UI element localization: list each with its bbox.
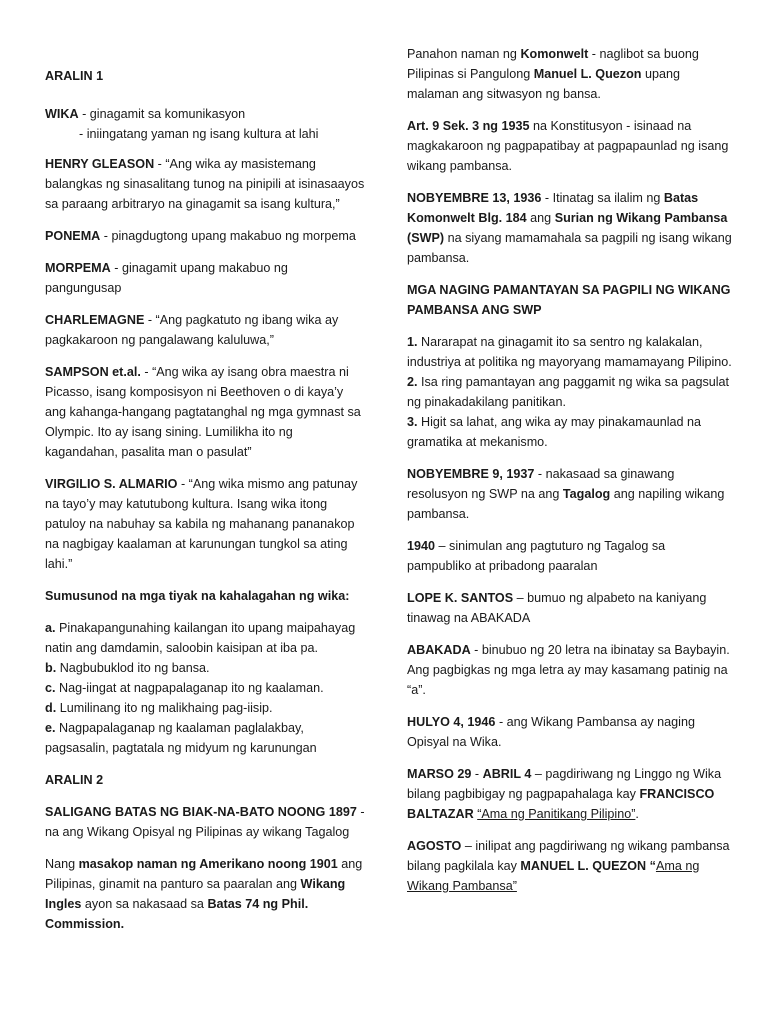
komonwelt-bold-2: Manuel L. Quezon <box>533 67 642 81</box>
pamantayan-heading: MGA NAGING PAMANTAYAN SA PAGPILI NG WIKANG PAMBANSA ANG SWP <box>407 283 731 317</box>
agosto-text-1: – inilipat ang pagdiriwang ng wikang pambansa bilang pagkilala kay <box>407 839 730 873</box>
list-key: 1. <box>407 335 418 349</box>
charlemagne-label: CHARLEMAGNE <box>45 313 145 327</box>
nob1936-text-3: na siyang mamamahala sa pagpili ng isang wikang pambansa. <box>407 231 732 265</box>
amerikano-text-3: ayon sa nakasaad sa <box>81 897 208 911</box>
komonwelt-text-1: Panahon naman ng <box>407 47 521 61</box>
komonwelt-text-2: - naglibot sa buong Pilipinas si Pangulong <box>407 47 699 81</box>
nob1936-bold-1: NOBYEMBRE 13, 1936 <box>407 191 542 205</box>
gleason-text: - “Ang wika ay masistemang balangkas ng sinasalitang tunog na pinipili at isinasaayos sa paraang arbitraryo na ginagamit sa isang kultura,” <box>45 157 365 211</box>
nob1937-bold-1: NOBYEMBRE 9, 1937 <box>407 467 535 481</box>
gleason-entry <box>45 154 365 214</box>
art9-label: Art. 9 Sek. 3 ng 1935 <box>407 119 530 133</box>
marso-bold-3: FRANCISCO BALTAZAR <box>407 787 715 821</box>
list-item <box>407 372 732 412</box>
nob1936-bold-2: Batas Komonwelt Blg. 184 <box>407 191 699 225</box>
agosto-entry <box>407 836 732 896</box>
morpema-label: MORPEMA <box>45 261 111 275</box>
list-key: e. <box>45 721 56 735</box>
list-key: b. <box>45 661 57 675</box>
lope-text: – bumuo ng alpabeto na kaniyang tinawag na ABAKADA <box>407 591 707 625</box>
aralin1-heading <box>45 66 365 86</box>
wika-entry <box>45 104 365 144</box>
list-key: a. <box>45 621 56 635</box>
morpema-entry <box>45 258 365 298</box>
nob1937-entry <box>407 464 732 524</box>
nob1936-entry <box>407 188 732 268</box>
y1940-text: – sinimulan ang pagtuturo ng Tagalog sa pampubliko at pribadong paaralan <box>407 539 666 573</box>
agosto-bold-2: MANUEL L. QUEZON <box>520 859 647 873</box>
hulyo-label: HULYO 4, 1946 <box>407 715 496 729</box>
nob1937-bold-2: Tagalog <box>562 487 611 501</box>
hulyo-text: - ang Wikang Pambansa ay naging Opisyal na Wika. <box>407 715 695 749</box>
list-item <box>407 332 732 372</box>
list-text: Nagbubuklod ito ng bansa. <box>56 661 210 675</box>
agosto-bold-1: AGOSTO <box>407 839 462 853</box>
komonwelt-bold-1: Komonwelt <box>520 47 589 61</box>
abakada-entry <box>407 640 732 700</box>
list-item <box>45 718 365 758</box>
list-text: Nag-iingat at nagpapalaganap ito ng kaalaman. <box>55 681 324 695</box>
charlemagne-text: - “Ang pagkatuto ng ibang wika ay pagkakaroon ng pangalawang kaluluwa,” <box>45 313 339 347</box>
nob1936-text-2: ang <box>526 211 555 225</box>
list-key: c. <box>45 681 56 695</box>
lope-label: LOPE K. SANTOS <box>407 591 514 605</box>
abakada-label: ABAKADA <box>407 643 471 657</box>
almario-entry <box>45 474 365 574</box>
list-key: 2. <box>407 375 418 389</box>
ponema-entry <box>45 226 365 246</box>
almario-label: VIRGILIO S. ALMARIO <box>45 477 178 491</box>
y1940-entry <box>407 536 732 576</box>
morpema-text: - ginagamit upang makabuo ng pangungusap <box>45 261 288 295</box>
list-item <box>407 412 732 452</box>
komonwelt-entry <box>407 44 732 104</box>
list-item <box>45 698 365 718</box>
list-key: 3. <box>407 415 418 429</box>
sampson-text: - “Ang wika ay isang obra maestra ni Picasso, isang komposisyon ni Beethoven o di kaya’y ang kahanga-hangang pagtatanghal ng mga gymnast sa Olympic. Ito ay isang sining. Lumilikha ito ng kagandahan, pasalita man o pasulat” <box>45 365 361 459</box>
art9-entry <box>407 116 732 176</box>
amerikano-bold-2: Wikang Ingles <box>45 877 346 911</box>
nob1937-text-1: - nakasaad sa ginawang resolusyon ng SWP na ang <box>407 467 675 501</box>
agosto-underline: Ama ng Wikang Pambansa” <box>407 859 700 893</box>
ponema-label: PONEMA <box>45 229 101 243</box>
left-column <box>45 44 365 946</box>
gleason-label: HENRY GLEASON <box>45 157 155 171</box>
wika-line2: - iniingatang yaman ng isang kultura at lahi <box>79 127 319 141</box>
sumusunod-heading: Sumusunod na mga tiyak na kahalagahan ng wika: <box>45 589 350 603</box>
hulyo-entry <box>407 712 732 752</box>
list-text: Isa ring pamantayan ang paggamit ng wika sa pagsulat ng pinakadakilang panitikan. <box>407 375 730 409</box>
list-item <box>45 618 365 658</box>
lope-entry <box>407 588 732 628</box>
marso-entry <box>407 764 732 824</box>
right-column <box>407 44 732 908</box>
saligang-text: - na ang Wikang Opisyal ng Pilipinas ay wikang Tagalog <box>45 805 365 839</box>
nob1936-text-1: - Itinatag sa ilalim ng <box>541 191 664 205</box>
charlemagne-entry <box>45 310 365 350</box>
amerikano-bold-1: masakop naman ng Amerikano noong 1901 <box>78 857 338 871</box>
marso-underline: “Ama ng Panitikang Pilipino” <box>477 807 636 821</box>
nob1937-text-2: ang napiling wikang pambansa. <box>407 487 725 521</box>
abakada-text: - binubuo ng 20 letra na ibinatay sa Baybayin. Ang pagbigkas ng mga letra ay may kasamang patinig na “a”. <box>407 643 730 697</box>
amerikano-bold-3: Batas 74 ng Phil. Commission. <box>45 897 309 931</box>
sampson-label: SAMPSON et.al. <box>45 365 141 379</box>
sampson-entry <box>45 362 365 462</box>
marso-bold-1: MARSO 29 <box>407 767 472 781</box>
aralin2-title: ARALIN 2 <box>45 773 104 787</box>
kahalagahan-list <box>45 618 365 758</box>
komonwelt-text-3: upang malaman ang sitwasyon ng bansa. <box>407 67 680 101</box>
marso-bold-2: ABRIL 4 <box>482 767 532 781</box>
pamantayan-list <box>407 332 732 452</box>
wika-line1: - ginagamit sa komunikasyon <box>78 107 246 121</box>
saligang-entry <box>45 802 365 842</box>
aralin2-heading <box>45 770 365 790</box>
nob1936-bold-3: Surian ng Wikang Pambansa (SWP) <box>407 211 728 245</box>
art9-text: na Konstitusyon - isinaad na magkakaroon ng pagpapatibay at pagpapaunlad ng isang wikang pambansa. <box>407 119 729 173</box>
amerikano-text-2: ang Pilipinas, ginamit na panturo sa paaralan ang <box>45 857 363 891</box>
list-text: Nagpapalaganap ng kaalaman paglalakbay, pagsasalin, pagtatala ng midyum ng karunungan <box>45 721 317 755</box>
almario-text: - “Ang wika mismo ang patunay na tayo’y may katutubong kultura. Isang wika itong patuloy na nabuhay sa kabila ng mahanang pananakop na nagbigay kaalaman at karunungan tungkol sa ating lahi.” <box>45 477 358 571</box>
amerikano-entry <box>45 854 365 934</box>
list-text: Nararapat na ginagamit ito sa sentro ng kalakalan, industriya at politika ng mayoryang mamamayang Pilipino. <box>407 335 732 369</box>
saligang-label: SALIGANG BATAS NG BIAK-NA-BATO NOONG 1897 <box>45 805 357 819</box>
ponema-text: - pinagdugtong upang makabuo ng morpema <box>100 229 356 243</box>
marso-text-4: . <box>635 807 639 821</box>
list-item <box>45 678 365 698</box>
agosto-quote: “ <box>649 859 656 873</box>
list-key: d. <box>45 701 57 715</box>
list-text: Pinakapangunahing kailangan ito upang maipahayag natin ang damdamin, saloobin kaisipan at iba pa. <box>45 621 356 655</box>
aralin1-title: ARALIN 1 <box>45 69 104 83</box>
list-item <box>45 658 365 678</box>
wika-label: WIKA <box>45 107 79 121</box>
list-text: Lumilinang ito ng malikhaing pag-iisip. <box>56 701 273 715</box>
marso-text-2: – pagdiriwang ng Linggo ng Wika bilang pagbibigay ng pagpapahalaga kay <box>407 767 722 801</box>
list-text: Higit sa lahat, ang wika ay may pinakamaunlad na gramatika at mekanismo. <box>407 415 702 449</box>
marso-text-1: - <box>471 767 483 781</box>
amerikano-text-1: Nang <box>45 857 79 871</box>
y1940-label: 1940 <box>407 539 436 553</box>
